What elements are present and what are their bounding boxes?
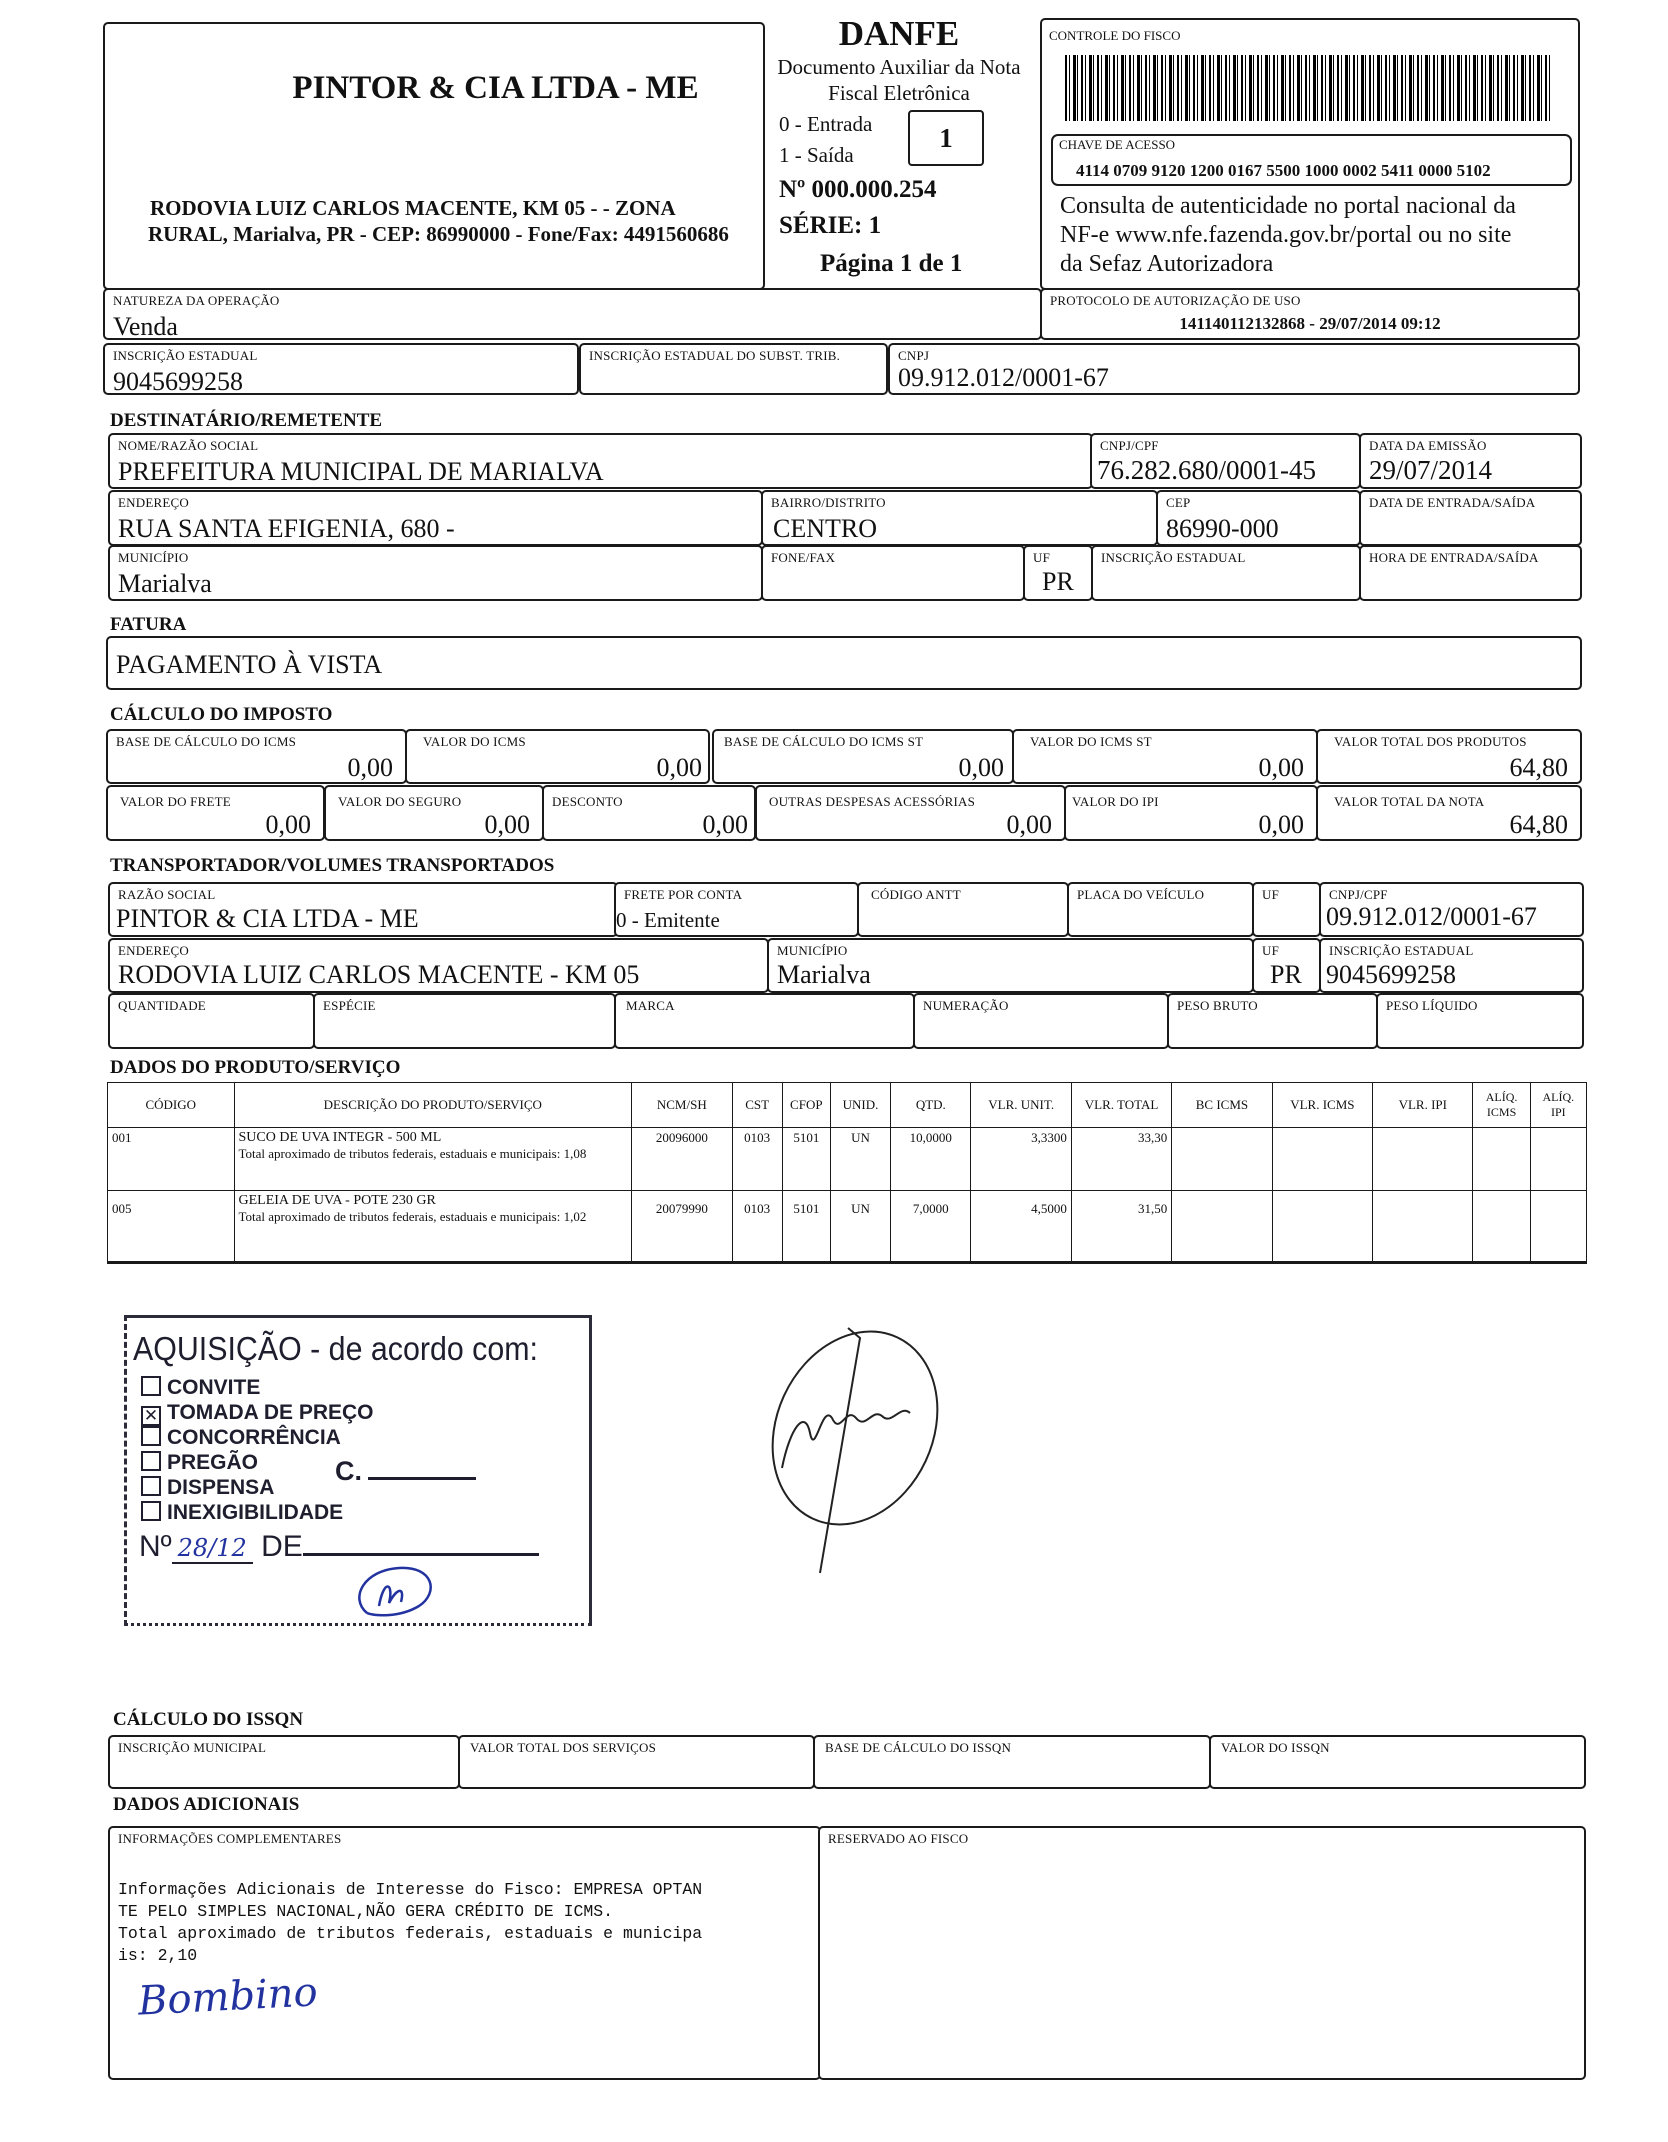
header-aliq-icms: ALÍQ. ICMS xyxy=(1473,1083,1530,1128)
imp-outras-box xyxy=(755,785,1066,841)
info-line: TE PELO SIMPLES NACIONAL,NÃO GERA CRÉDITO DE ICMS. xyxy=(118,1902,614,1921)
imp-base-st-label: BASE DE CÁLCULO DO ICMS ST xyxy=(724,734,924,749)
imp-ipi-value: 0,00 xyxy=(1258,810,1304,839)
transp-ie-value: 9045699258 xyxy=(1326,960,1456,989)
protocolo-label: PROTOCOLO DE AUTORIZAÇÃO DE USO xyxy=(1050,293,1301,308)
fatura-section: FATURA xyxy=(110,614,187,635)
dest-hora-box xyxy=(1359,545,1582,601)
ie-st-box xyxy=(579,343,888,395)
destinatario-section: DESTINATÁRIO/REMETENTE xyxy=(110,410,383,431)
transp-numeracao-label: NUMERAÇÃO xyxy=(923,998,1009,1013)
protocolo-box xyxy=(1040,288,1580,340)
item-bc-icms xyxy=(1172,1128,1272,1191)
item-cfop: 5101 xyxy=(782,1191,830,1263)
item-vtotal: 33,30 xyxy=(1071,1128,1171,1191)
stamp-initials xyxy=(339,1558,449,1628)
transp-antt-box xyxy=(857,882,1069,937)
item-codigo: 005 xyxy=(108,1191,235,1263)
dest-cnpj-value: 76.282.680/0001-45 xyxy=(1097,455,1316,485)
dest-uf-value: PR xyxy=(1042,567,1074,596)
dest-bairro-value: CENTRO xyxy=(773,514,877,543)
imp-valor-icms-value: 0,00 xyxy=(656,753,702,782)
dest-uf-box xyxy=(1023,545,1093,601)
stamp-c-label xyxy=(335,1456,476,1487)
info-line: Informações Adicionais de Interesse do Fisco: EMPRESA OPTAN xyxy=(118,1880,703,1899)
stamp-option-tomada xyxy=(141,1401,374,1426)
imp-total-produtos-box xyxy=(1316,729,1582,784)
table-row xyxy=(108,1191,1587,1263)
transp-placa-label: PLACA DO VEÍCULO xyxy=(1077,887,1205,902)
stamp-title: AQUISIÇÃO - de acordo com: xyxy=(133,1330,538,1367)
item-codigo: 001 xyxy=(108,1128,235,1191)
ie-st-label: INSCRIÇÃO ESTADUAL DO SUBST. TRIB. xyxy=(589,348,841,363)
danfe-subtitle-1: Documento Auxiliar da Nota xyxy=(777,55,1021,79)
transp-municipio-box xyxy=(767,938,1254,993)
imp-outras-value: 0,00 xyxy=(1006,810,1052,839)
stamp-option-label: INEXIGIBILIDADE xyxy=(167,1501,344,1524)
barcode xyxy=(1065,55,1553,121)
dest-emissao-value: 29/07/2014 xyxy=(1369,455,1493,485)
imp-seguro-label: VALOR DO SEGURO xyxy=(338,794,462,809)
header-aliq-ipi: ALÍQ. IPI xyxy=(1530,1083,1586,1128)
transp-peso-bruto-box xyxy=(1167,993,1378,1049)
transp-ie-box xyxy=(1319,938,1584,993)
imp-ipi-box xyxy=(1064,785,1318,841)
stamp-option-dispensa xyxy=(141,1476,274,1500)
dest-municipio-value: Marialva xyxy=(118,569,212,598)
item-descricao-cell xyxy=(234,1128,632,1191)
info-line: is: 2,10 xyxy=(118,1946,198,1965)
imp-base-st-box xyxy=(712,729,1014,784)
dest-ie-label: INSCRIÇÃO ESTADUAL xyxy=(1101,550,1246,565)
header-descricao: DESCRIÇÃO DO PRODUTO/SERVIÇO xyxy=(234,1083,632,1128)
transp-uf2-label: UF xyxy=(1262,943,1280,958)
transp-especie-box xyxy=(313,993,616,1049)
checkbox-empty-icon xyxy=(141,1451,161,1471)
dest-endereco-box xyxy=(108,490,763,546)
item-tributos: Total aproximado de tributos federais, estaduais e municipais: 1,02 xyxy=(238,1209,587,1224)
imp-desconto-box xyxy=(542,785,756,841)
ie-label: INSCRIÇÃO ESTADUAL xyxy=(113,348,258,363)
item-ncm: 20079990 xyxy=(632,1191,732,1263)
item-aliq-icms xyxy=(1473,1128,1530,1191)
header-vunit: VLR. UNIT. xyxy=(971,1083,1071,1128)
item-cfop: 5101 xyxy=(782,1128,830,1191)
transp-peso-liquido-box xyxy=(1376,993,1584,1049)
dest-entrada-saida-box xyxy=(1359,490,1582,546)
danfe-entrada: 0 - Entrada xyxy=(779,112,873,136)
checkbox-empty-icon xyxy=(141,1501,161,1521)
header-cst: CST xyxy=(732,1083,782,1128)
transp-frete-box xyxy=(614,882,859,937)
dest-municipio-box xyxy=(108,545,763,601)
consulta-line-3: da Sefaz Autorizadora xyxy=(1060,251,1274,277)
danfe-numero: Nº 000.000.254 xyxy=(779,176,937,203)
imp-base-icms-label: BASE DE CÁLCULO DO ICMS xyxy=(116,734,297,749)
dest-emissao-label: DATA DA EMISSÃO xyxy=(1369,438,1487,453)
stamp-option-pregao xyxy=(141,1451,258,1475)
info-line: Total aproximado de tributos federais, estaduais e municipa xyxy=(118,1924,703,1943)
dest-bairro-label: BAIRRO/DISTRITO xyxy=(771,495,886,510)
transp-numeracao-box xyxy=(913,993,1169,1049)
issqn-servicos-box xyxy=(458,1735,815,1789)
transp-peso-bruto-label: PESO BRUTO xyxy=(1177,998,1258,1013)
transp-cnpj-label: CNPJ/CPF xyxy=(1329,887,1388,902)
item-vlr-ipi xyxy=(1373,1128,1473,1191)
cnpj-value: 09.912.012/0001-67 xyxy=(898,363,1109,392)
stamp-option-label: PREGÃO xyxy=(167,1451,259,1474)
emitente-name: PINTOR & CIA LTDA - ME xyxy=(292,70,699,106)
transp-endereco-box xyxy=(108,938,769,993)
imp-total-nota-label: VALOR TOTAL DA NOTA xyxy=(1334,794,1485,809)
header-unid: UNID. xyxy=(830,1083,890,1128)
protocolo-value: 141140112132868 - 29/07/2014 09:12 xyxy=(1179,314,1441,333)
item-tributos: Total aproximado de tributos federais, estaduais e municipais: 1,08 xyxy=(238,1146,587,1161)
signature xyxy=(760,1318,960,1578)
dest-hora-label: HORA DE ENTRADA/SAÍDA xyxy=(1369,550,1539,565)
imp-frete-box xyxy=(106,785,325,841)
produtos-section: DADOS DO PRODUTO/SERVIÇO xyxy=(110,1057,401,1078)
issqn-base-box xyxy=(813,1735,1211,1789)
stamp-option-concorrencia xyxy=(141,1426,341,1450)
dest-emissao-box xyxy=(1359,433,1582,489)
danfe-tipo: 1 xyxy=(939,123,953,153)
header-cfop: CFOP xyxy=(782,1083,830,1128)
fatura-box xyxy=(106,636,1582,690)
reservado-fisco-box xyxy=(818,1826,1586,2080)
imp-desconto-label: DESCONTO xyxy=(552,794,623,809)
stamp-numero-value: 28/12 xyxy=(172,1534,253,1564)
item-vunit: 3,3300 xyxy=(971,1128,1071,1191)
transp-especie-label: ESPÉCIE xyxy=(323,998,376,1013)
item-vlr-icms xyxy=(1272,1191,1372,1263)
item-qtd: 10,0000 xyxy=(891,1128,971,1191)
dest-nome-value: PREFEITURA MUNICIPAL DE MARIALVA xyxy=(118,457,604,486)
dest-endereco-value: RUA SANTA EFIGENIA, 680 - xyxy=(118,514,455,543)
header-vlr-ipi: VLR. IPI xyxy=(1373,1083,1473,1128)
transp-placa-box xyxy=(1067,882,1254,937)
emitente-box xyxy=(103,22,765,290)
danfe-saida: 1 - Saída xyxy=(779,143,854,167)
item-descricao: GELEIA DE UVA - POTE 230 GR xyxy=(238,1193,436,1208)
dest-cnpj-box xyxy=(1090,433,1361,489)
consulta-line-1: Consulta de autenticidade no portal nacional da xyxy=(1060,193,1516,219)
header-bc-icms: BC ICMS xyxy=(1172,1083,1272,1128)
transp-cnpj-box xyxy=(1319,882,1584,937)
imp-total-produtos-value: 64,80 xyxy=(1509,753,1568,782)
item-vlr-icms xyxy=(1272,1128,1372,1191)
produtos-table xyxy=(107,1082,1587,1264)
danfe-tipo-box xyxy=(908,110,984,166)
danfe-pagina: Página 1 de 1 xyxy=(820,250,963,277)
info-complementares-label: INFORMAÇÕES COMPLEMENTARES xyxy=(118,1831,342,1846)
item-unid: UN xyxy=(830,1128,890,1191)
imp-total-nota-value: 64,80 xyxy=(1509,810,1568,839)
item-vtotal: 31,50 xyxy=(1071,1191,1171,1263)
dest-entrada-saida-label: DATA DE ENTRADA/SAÍDA xyxy=(1369,495,1536,510)
imp-valor-icms-box xyxy=(405,729,710,784)
header-codigo: CÓDIGO xyxy=(108,1083,235,1128)
handwritten-note: Bombino xyxy=(136,1969,319,2025)
dest-nome-label: NOME/RAZÃO SOCIAL xyxy=(118,438,259,453)
stamp-option-inexigibilidade xyxy=(141,1501,343,1525)
imp-ipi-label: VALOR DO IPI xyxy=(1072,794,1159,809)
transp-peso-liquido-label: PESO LÍQUIDO xyxy=(1386,998,1478,1013)
imp-valor-st-value: 0,00 xyxy=(1258,753,1304,782)
chave-acesso: 4114 0709 9120 1200 0167 5500 1000 0002 5411 0000 5102 xyxy=(1076,161,1491,180)
item-vunit: 4,5000 xyxy=(971,1191,1071,1263)
transp-razao-value: PINTOR & CIA LTDA - ME xyxy=(116,904,419,933)
stamp-option-label: DISPENSA xyxy=(167,1476,275,1499)
item-aliq-icms xyxy=(1473,1191,1530,1263)
transp-uf2-value: PR xyxy=(1270,960,1302,989)
item-bc-icms xyxy=(1172,1191,1272,1263)
danfe-title: DANFE xyxy=(838,14,960,53)
imposto-section: CÁLCULO DO IMPOSTO xyxy=(110,704,333,725)
ie-value: 9045699258 xyxy=(113,367,243,396)
issqn-inscricao-box xyxy=(108,1735,460,1789)
item-aliq-ipi xyxy=(1530,1191,1586,1263)
transp-endereco-value: RODOVIA LUIZ CARLOS MACENTE - KM 05 xyxy=(118,960,640,989)
transp-marca-box xyxy=(614,993,915,1049)
header-vlr-icms: VLR. ICMS xyxy=(1272,1083,1372,1128)
dest-uf-label: UF xyxy=(1033,550,1051,565)
cnpj-label: CNPJ xyxy=(898,348,930,363)
reservado-fisco-label: RESERVADO AO FISCO xyxy=(828,1831,969,1846)
transp-marca-label: MARCA xyxy=(626,998,675,1013)
issqn-inscricao-label: INSCRIÇÃO MUNICIPAL xyxy=(118,1740,267,1755)
dest-cep-value: 86990-000 xyxy=(1166,514,1279,543)
produtos-header-row xyxy=(108,1083,1587,1128)
item-vlr-ipi xyxy=(1373,1191,1473,1263)
header-vtotal: VLR. TOTAL xyxy=(1071,1083,1171,1128)
imp-outras-label: OUTRAS DESPESAS ACESSÓRIAS xyxy=(769,794,976,809)
danfe-serie: SÉRIE: 1 xyxy=(779,212,882,239)
transp-antt-label: CÓDIGO ANTT xyxy=(871,887,961,902)
imp-frete-label: VALOR DO FRETE xyxy=(120,794,231,809)
dest-ie-box xyxy=(1091,545,1361,601)
issqn-section: CÁLCULO DO ISSQN xyxy=(113,1709,304,1730)
imp-total-produtos-label: VALOR TOTAL DOS PRODUTOS xyxy=(1334,734,1527,749)
issqn-servicos-label: VALOR TOTAL DOS SERVIÇOS xyxy=(470,1740,657,1755)
transp-razao-box xyxy=(108,882,618,937)
stamp-option-convite xyxy=(141,1376,260,1400)
imp-seguro-value: 0,00 xyxy=(484,810,530,839)
imp-frete-value: 0,00 xyxy=(265,810,311,839)
imp-valor-st-box xyxy=(1012,729,1318,784)
dest-nome-box xyxy=(108,433,1093,489)
chave-label: CHAVE DE ACESSO xyxy=(1059,137,1176,152)
danfe-subtitle-2: Fiscal Eletrônica xyxy=(828,81,970,105)
transportador-section: TRANSPORTADOR/VOLUMES TRANSPORTADOS xyxy=(110,855,555,876)
imp-seguro-box xyxy=(324,785,544,841)
imp-base-icms-box xyxy=(106,729,407,784)
fatura-value: PAGAMENTO À VISTA xyxy=(116,650,383,679)
natureza-label: NATUREZA DA OPERAÇÃO xyxy=(113,293,280,308)
dest-cnpj-label: CNPJ/CPF xyxy=(1100,438,1159,453)
table-row xyxy=(108,1128,1587,1191)
stamp-c-line xyxy=(368,1477,476,1480)
checkbox-empty-icon xyxy=(141,1376,161,1396)
item-qtd: 7,0000 xyxy=(891,1191,971,1263)
item-cst: 0103 xyxy=(732,1191,782,1263)
item-descricao: SUCO DE UVA INTEGR - 500 ML xyxy=(238,1130,442,1145)
stamp-option-label: CONVITE xyxy=(167,1376,261,1399)
adicionais-section: DADOS ADICIONAIS xyxy=(113,1794,300,1815)
transp-uf-box xyxy=(1252,882,1321,937)
cnpj-box xyxy=(888,343,1580,395)
header-qtd: QTD. xyxy=(891,1083,971,1128)
transp-frete-label: FRETE POR CONTA xyxy=(624,887,743,902)
controle-label: CONTROLE DO FISCO xyxy=(1049,28,1181,43)
natureza-box xyxy=(103,288,1042,340)
transp-quantidade-box xyxy=(108,993,315,1049)
dest-cep-label: CEP xyxy=(1166,495,1191,510)
stamp-c-text: C. xyxy=(335,1456,362,1486)
transp-uf2-box xyxy=(1252,938,1321,993)
dest-endereco-label: ENDEREÇO xyxy=(118,495,189,510)
dest-bairro-box xyxy=(761,490,1158,546)
transp-municipio-label: MUNICÍPIO xyxy=(777,943,848,958)
imp-desconto-value: 0,00 xyxy=(702,810,748,839)
dest-fone-box xyxy=(761,545,1025,601)
item-cst: 0103 xyxy=(732,1128,782,1191)
ie-box xyxy=(103,343,579,395)
transp-razao-label: RAZÃO SOCIAL xyxy=(118,887,216,902)
transp-ie-label: INSCRIÇÃO ESTADUAL xyxy=(1329,943,1474,958)
imp-base-icms-value: 0,00 xyxy=(347,753,393,782)
stamp-date-line xyxy=(303,1553,539,1556)
imp-total-nota-box xyxy=(1316,785,1582,841)
dest-fone-label: FONE/FAX xyxy=(771,550,836,565)
transp-quantidade-label: QUANTIDADE xyxy=(118,998,206,1013)
issqn-valor-label: VALOR DO ISSQN xyxy=(1221,1740,1330,1755)
stamp-numero-label: Nº xyxy=(139,1530,172,1563)
emitente-address-1: RODOVIA LUIZ CARLOS MACENTE, KM 05 - - ZONA xyxy=(150,196,676,220)
item-unid: UN xyxy=(830,1191,890,1263)
transp-cnpj-value: 09.912.012/0001-67 xyxy=(1326,902,1537,931)
stamp-option-label: TOMADA DE PREÇO xyxy=(167,1401,374,1424)
consulta-line-2: NF-e www.nfe.fazenda.gov.br/portal ou no site xyxy=(1060,222,1512,248)
transp-municipio-value: Marialva xyxy=(777,960,871,989)
item-ncm: 20096000 xyxy=(632,1128,732,1191)
stamp-de-label: DE xyxy=(261,1530,303,1563)
transp-endereco-label: ENDEREÇO xyxy=(118,943,189,958)
checkbox-empty-icon xyxy=(141,1476,161,1496)
aquisicao-stamp xyxy=(124,1315,592,1626)
item-aliq-ipi xyxy=(1530,1128,1586,1191)
issqn-base-label: BASE DE CÁLCULO DO ISSQN xyxy=(825,1740,1012,1755)
header-ncm: NCM/SH xyxy=(632,1083,732,1128)
info-complementares-box xyxy=(108,1826,821,2080)
imp-base-st-value: 0,00 xyxy=(958,753,1004,782)
imp-valor-st-label: VALOR DO ICMS ST xyxy=(1030,734,1152,749)
dest-municipio-label: MUNICÍPIO xyxy=(118,550,189,565)
checkbox-checked-icon: ✕ xyxy=(141,1406,161,1426)
emitente-address-2: RURAL, Marialva, PR - CEP: 86990000 - Fone/Fax: 4491560686 xyxy=(148,222,729,246)
transp-uf-label: UF xyxy=(1262,887,1280,902)
transp-frete-value: 0 - Emitente xyxy=(616,908,720,932)
item-descricao-cell xyxy=(234,1191,632,1263)
issqn-valor-box xyxy=(1209,1735,1586,1789)
dest-cep-box xyxy=(1156,490,1361,546)
imp-valor-icms-label: VALOR DO ICMS xyxy=(423,734,526,749)
natureza-value: Venda xyxy=(113,312,178,341)
stamp-option-label: CONCORRÊNCIA xyxy=(167,1426,341,1449)
checkbox-empty-icon xyxy=(141,1426,161,1446)
